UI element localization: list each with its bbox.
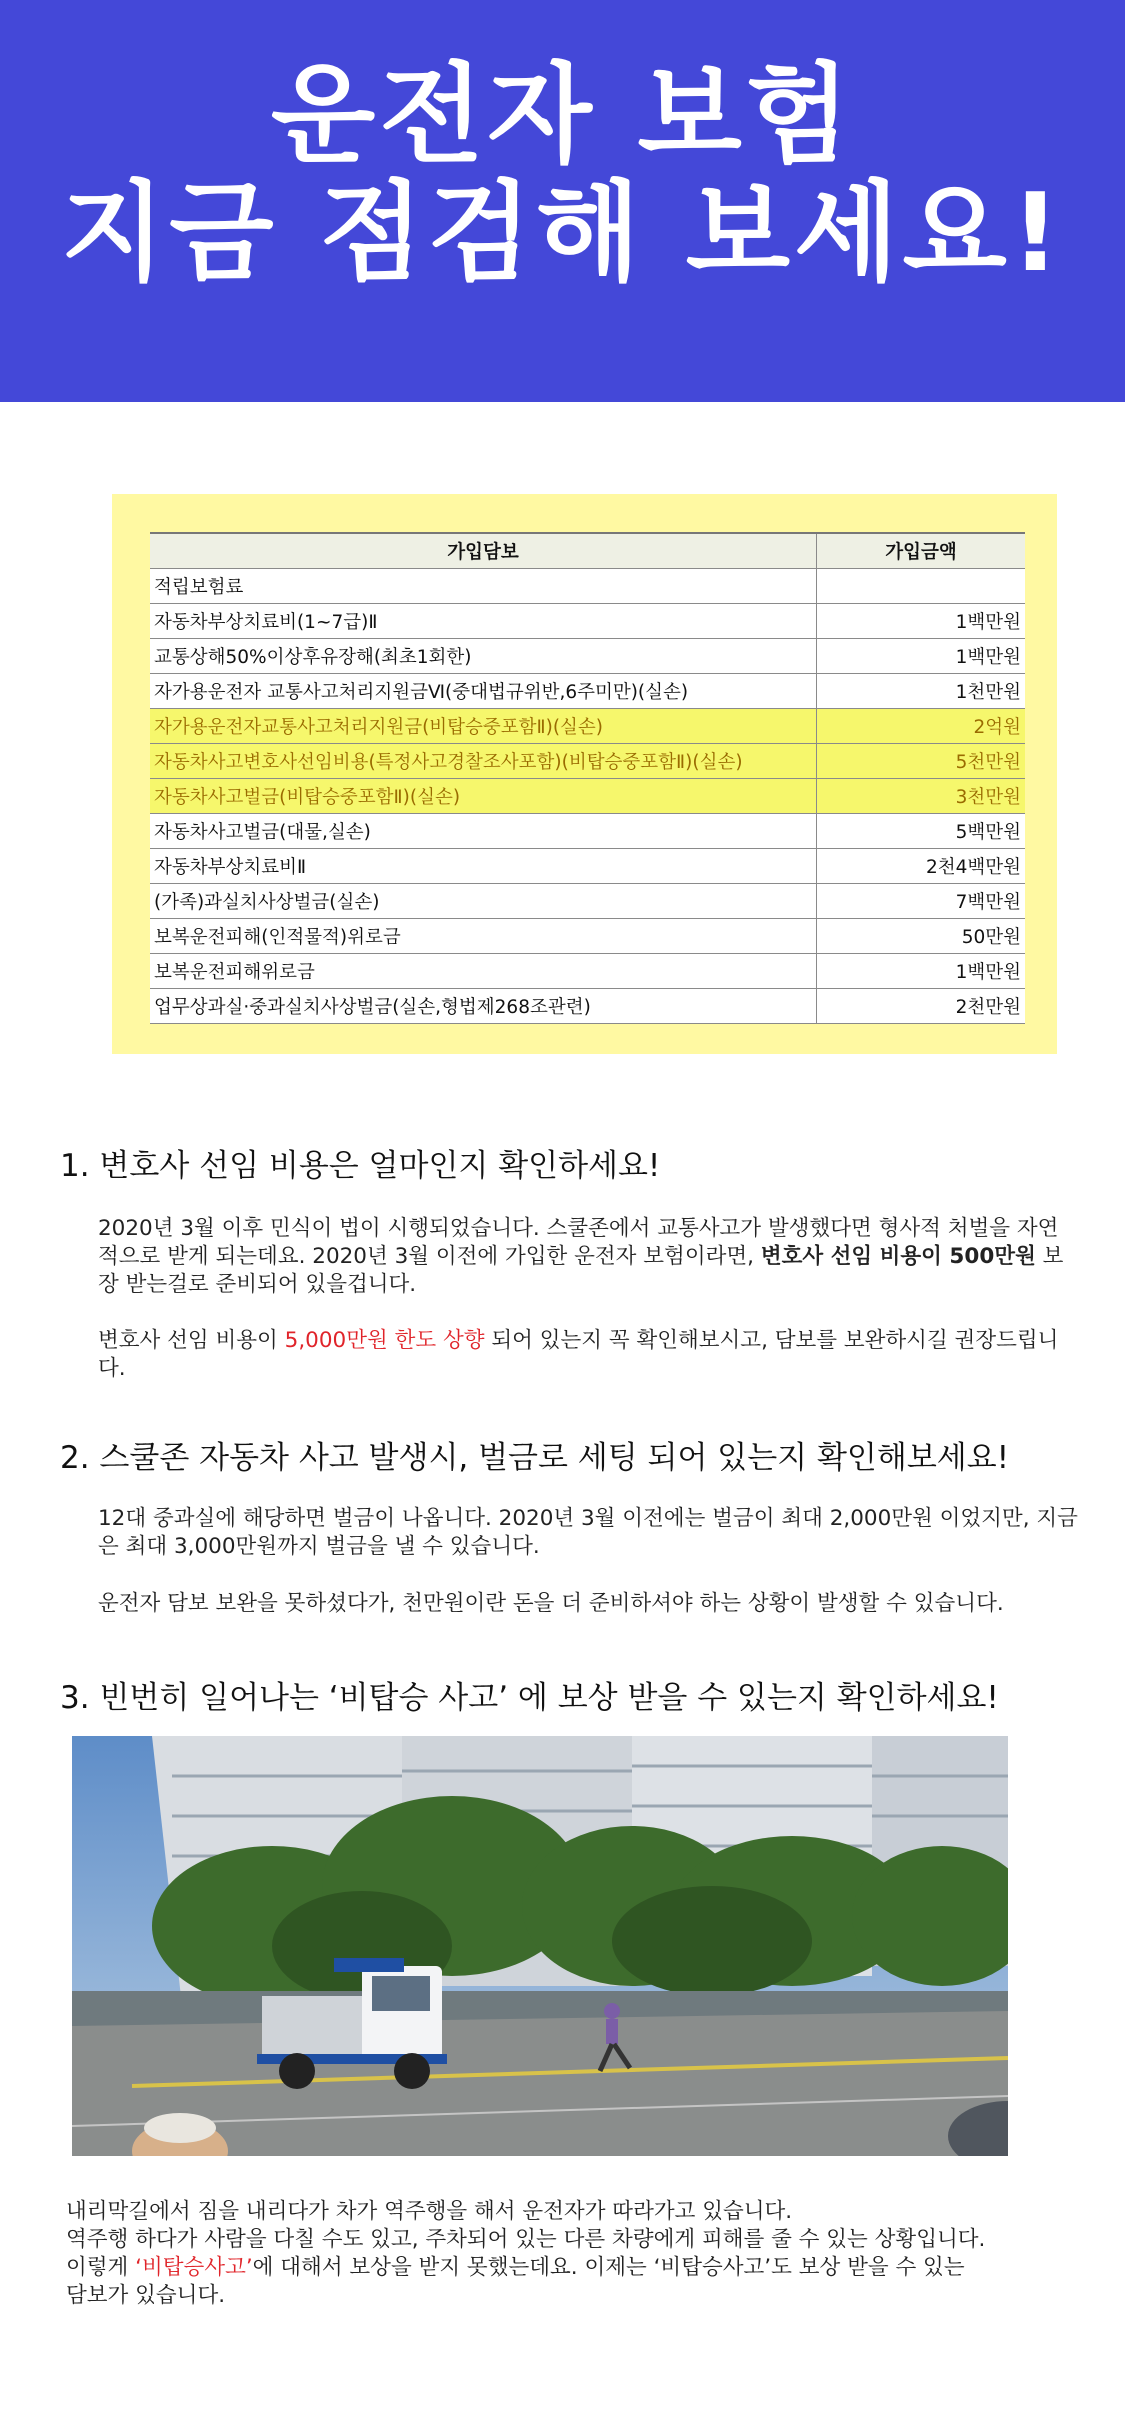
coverage-amount [817,569,1026,604]
coverage-table [150,532,1025,1024]
coverage-amount: 2억원 [817,709,1026,744]
section1-paragraph1: 2020년 3월 이후 민식이 법이 시행되었습니다. 스쿨존에서 교통사고가 발생했다면 형사적 처벌을 자연적으로 받게 되는데요. 2020년 3월 이전에 가입한 운전자 보험이라면, 변호사 선임 비용이 500만원 보장 받는걸로 준비되어 있을겁니다. [98,1216,1064,1297]
hero-title-line2: 지금 점검해 보세요! [60,171,1065,296]
coverage-amount: 3천만원 [817,779,1026,814]
dashcam-photo [72,1736,1008,2156]
table-row [150,919,1025,954]
lawyer-fee-emphasis: 변호사 선임 비용이 500만원 [760,1244,1036,1269]
non-boarding-accident-emphasis: ‘비탑승사고’ [135,2255,253,2280]
coverage-name: 적립보험료 [150,569,817,604]
coverage-amount: 5천만원 [817,744,1026,779]
coverage-amount: 1백만원 [817,639,1026,674]
coverage-name: 자동차사고변호사선임비용(특정사고경찰조사포함)(비탑승중포함Ⅱ)(실손) [150,744,817,779]
coverage-amount: 1천만원 [817,674,1026,709]
coverage-name: 교통상해50%이상후유장해(최초1회한) [150,639,817,674]
table-row [150,674,1025,709]
coverage-name: 보복운전피해위로금 [150,954,817,989]
coverage-name: 자동차사고벌금(비탑승중포함Ⅱ)(실손) [150,779,817,814]
table-row [150,814,1025,849]
table-row [150,709,1025,744]
coverage-amount: 7백만원 [817,884,1026,919]
section2-title: 2. 스쿨존 자동차 사고 발생시, 벌금로 세팅 되어 있는지 확인해보세요! [60,1440,1010,1476]
table-row [150,989,1025,1024]
table-row [150,779,1025,814]
column-header-amount: 가입금액 [817,533,1026,569]
section3-title: 3. 빈번히 일어나는 ‘비탑승 사고’ 에 보상 받을 수 있는지 확인하세요! [60,1680,999,1716]
coverage-name: 보복운전피해(인적물적)위로금 [150,919,817,954]
coverage-name: 업무상과실·중과실치사상벌금(실손,형법제268조관련) [150,989,817,1024]
coverage-amount: 1백만원 [817,604,1026,639]
column-header-coverage: 가입담보 [150,533,817,569]
section2-paragraph1: 12대 중과실에 해당하면 벌금이 나옵니다. 2020년 3월 이전에는 벌금이 최대 2,000만원 이었지만, 지금은 최대 3,000만원까지 벌금을 낼 수 있습니다. [98,1506,1078,1559]
coverage-table-panel [112,494,1057,1054]
coverage-name: 자동차부상치료비(1~7급)Ⅱ [150,604,817,639]
table-row [150,849,1025,884]
coverage-name: 자동차사고벌금(대물,실손) [150,814,817,849]
coverage-name: (가족)과실치사상벌금(실손) [150,884,817,919]
hero-banner [0,0,1125,402]
table-row [150,954,1025,989]
coverage-amount: 50만원 [817,919,1026,954]
table-row [150,569,1025,604]
hero-title-line1: 운전자 보험 [270,53,855,178]
table-row [150,744,1025,779]
coverage-amount: 2천만원 [817,989,1026,1024]
section1-title: 1. 변호사 선임 비용은 얼마인지 확인하세요! [60,1148,661,1184]
coverage-amount: 2천4백만원 [817,849,1026,884]
limit-increase-emphasis: 5,000만원 한도 상향 [284,1328,485,1353]
coverage-amount: 1백만원 [817,954,1026,989]
section1-paragraph2: 변호사 선임 비용이 5,000만원 한도 상향 되어 있는지 꼭 확인해보시고, 담보를 보완하시길 권장드립니다. [98,1328,1059,1381]
coverage-name: 자동차부상치료비Ⅱ [150,849,817,884]
table-row [150,884,1025,919]
section3-description: 내리막길에서 짐을 내리다가 차가 역주행을 해서 운전자가 따라가고 있습니다. 역주행 하다가 사람을 다칠 수도 있고, 주차되어 있는 다른 차량에게 피해를 줄 수 있는 상황입니다. 이렇게 ‘비탑승사고’에 대해서 보상을 받지 못했는데요. 이제는 ‘비탑승사고’도 보상 받을 수 있는 담보가 있습니다. [66,2199,986,2308]
coverage-amount: 5백만원 [817,814,1026,849]
section2-paragraph2: 운전자 담보 보완을 못하셨다가, 천만원이란 돈을 더 준비하셔야 하는 상황이 발생할 수 있습니다. [98,1591,1004,1616]
coverage-name: 자가용운전자교통사고처리지원금(비탑승중포함Ⅱ)(실손) [150,709,817,744]
table-row [150,639,1025,674]
coverage-name: 자가용운전자 교통사고처리지원금Ⅵ(중대법규위반,6주미만)(실손) [150,674,817,709]
table-row [150,604,1025,639]
